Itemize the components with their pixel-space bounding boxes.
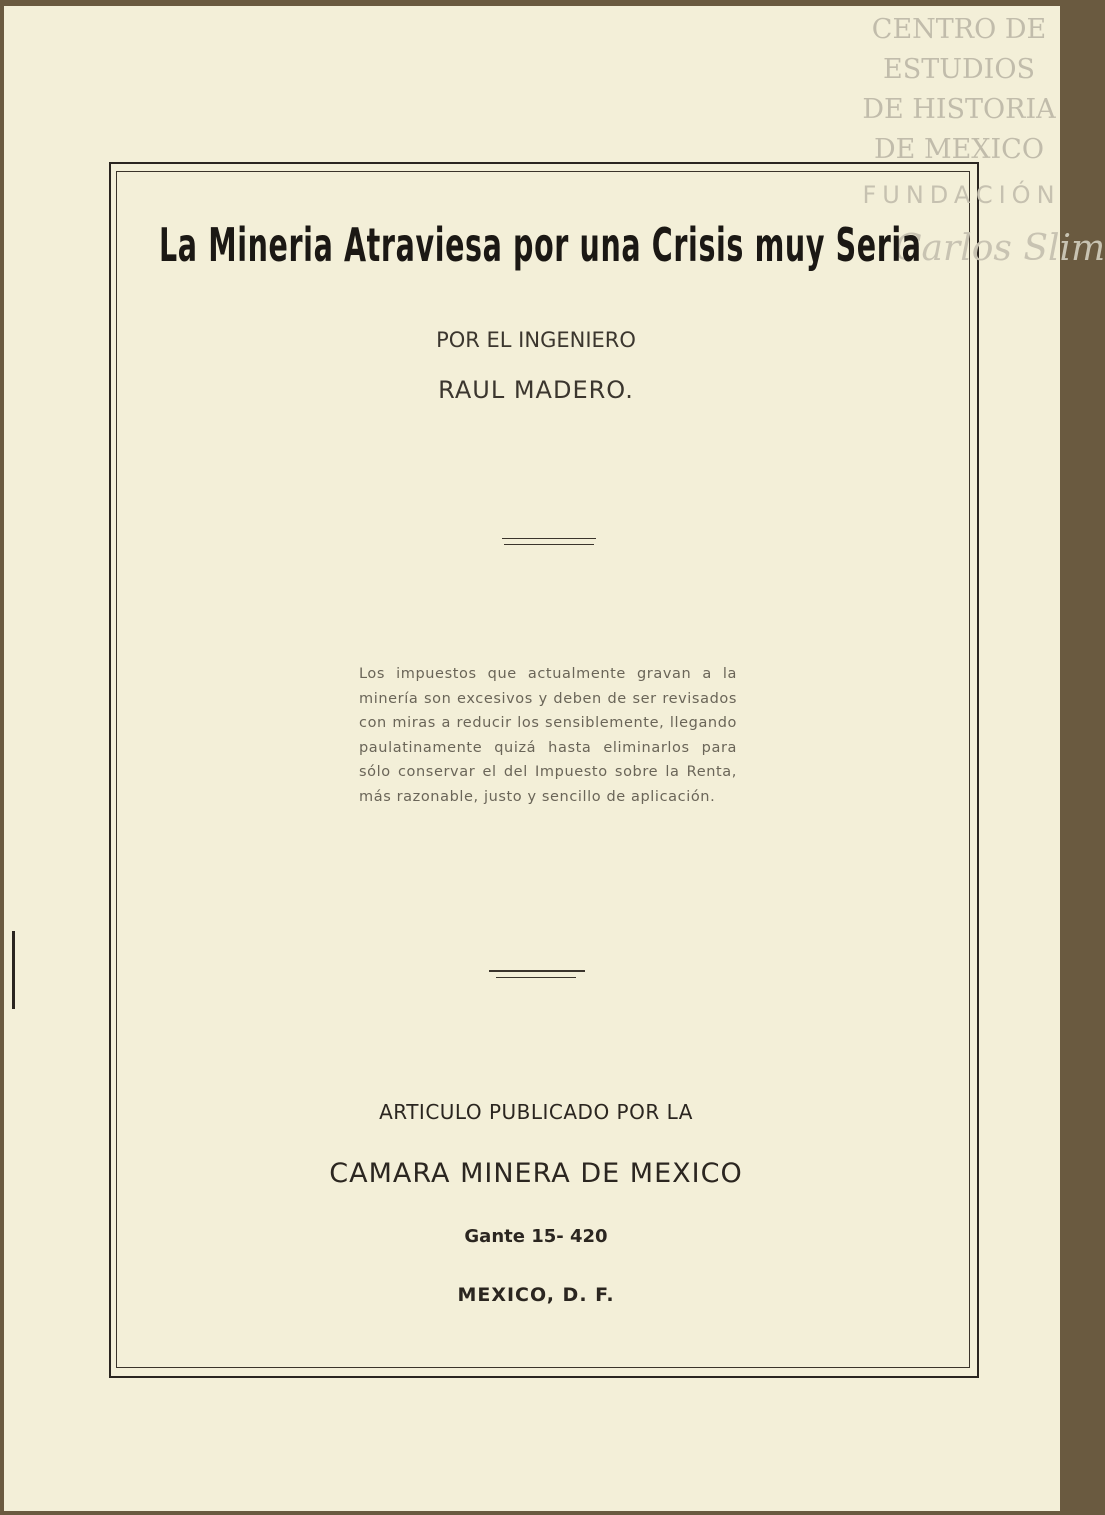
abstract-paragraph: Los impuestos que actualmente gravan a la minería son excesivos y deben de ser revisados con miras a reducir los sensiblemente, llegando paulatinamente quizá hasta eliminarlos para sólo conservar el del Impuesto sobre la Renta, más razonable, justo y sencillo de aplicación. <box>359 666 737 805</box>
author-name: RAUL MADERO. <box>438 376 634 404</box>
divider-rule <box>502 538 596 539</box>
stamp-line: DE HISTORIA <box>862 94 1056 125</box>
divider-rule <box>489 970 585 972</box>
publisher-intro: ARTICULO PUBLICADO POR LA <box>379 1100 693 1124</box>
publisher-city: MEXICO, D. F. <box>457 1284 615 1306</box>
divider-rule <box>504 544 594 545</box>
divider-rule <box>496 977 576 978</box>
publisher-name: CAMARA MINERA DE MEXICO <box>329 1158 743 1189</box>
stamp-line: CENTRO DE <box>871 14 1047 45</box>
stamp-signature: Carlos Slim <box>894 228 1105 269</box>
document-page <box>4 6 1105 1511</box>
publisher-address: Gante 15- 420 <box>464 1226 608 1247</box>
binding-mark <box>12 931 15 1009</box>
byline-prefix: POR EL INGENIERO <box>436 328 636 352</box>
document-title: La Mineria Atraviesa por una Crisis muy Seria <box>159 218 922 272</box>
stamp-line: ESTUDIOS <box>883 54 1035 85</box>
stamp-line: DE MEXICO <box>874 134 1044 165</box>
archive-stamp <box>854 10 1064 170</box>
stamp-foundation: FUNDACIÓN <box>862 181 1061 209</box>
